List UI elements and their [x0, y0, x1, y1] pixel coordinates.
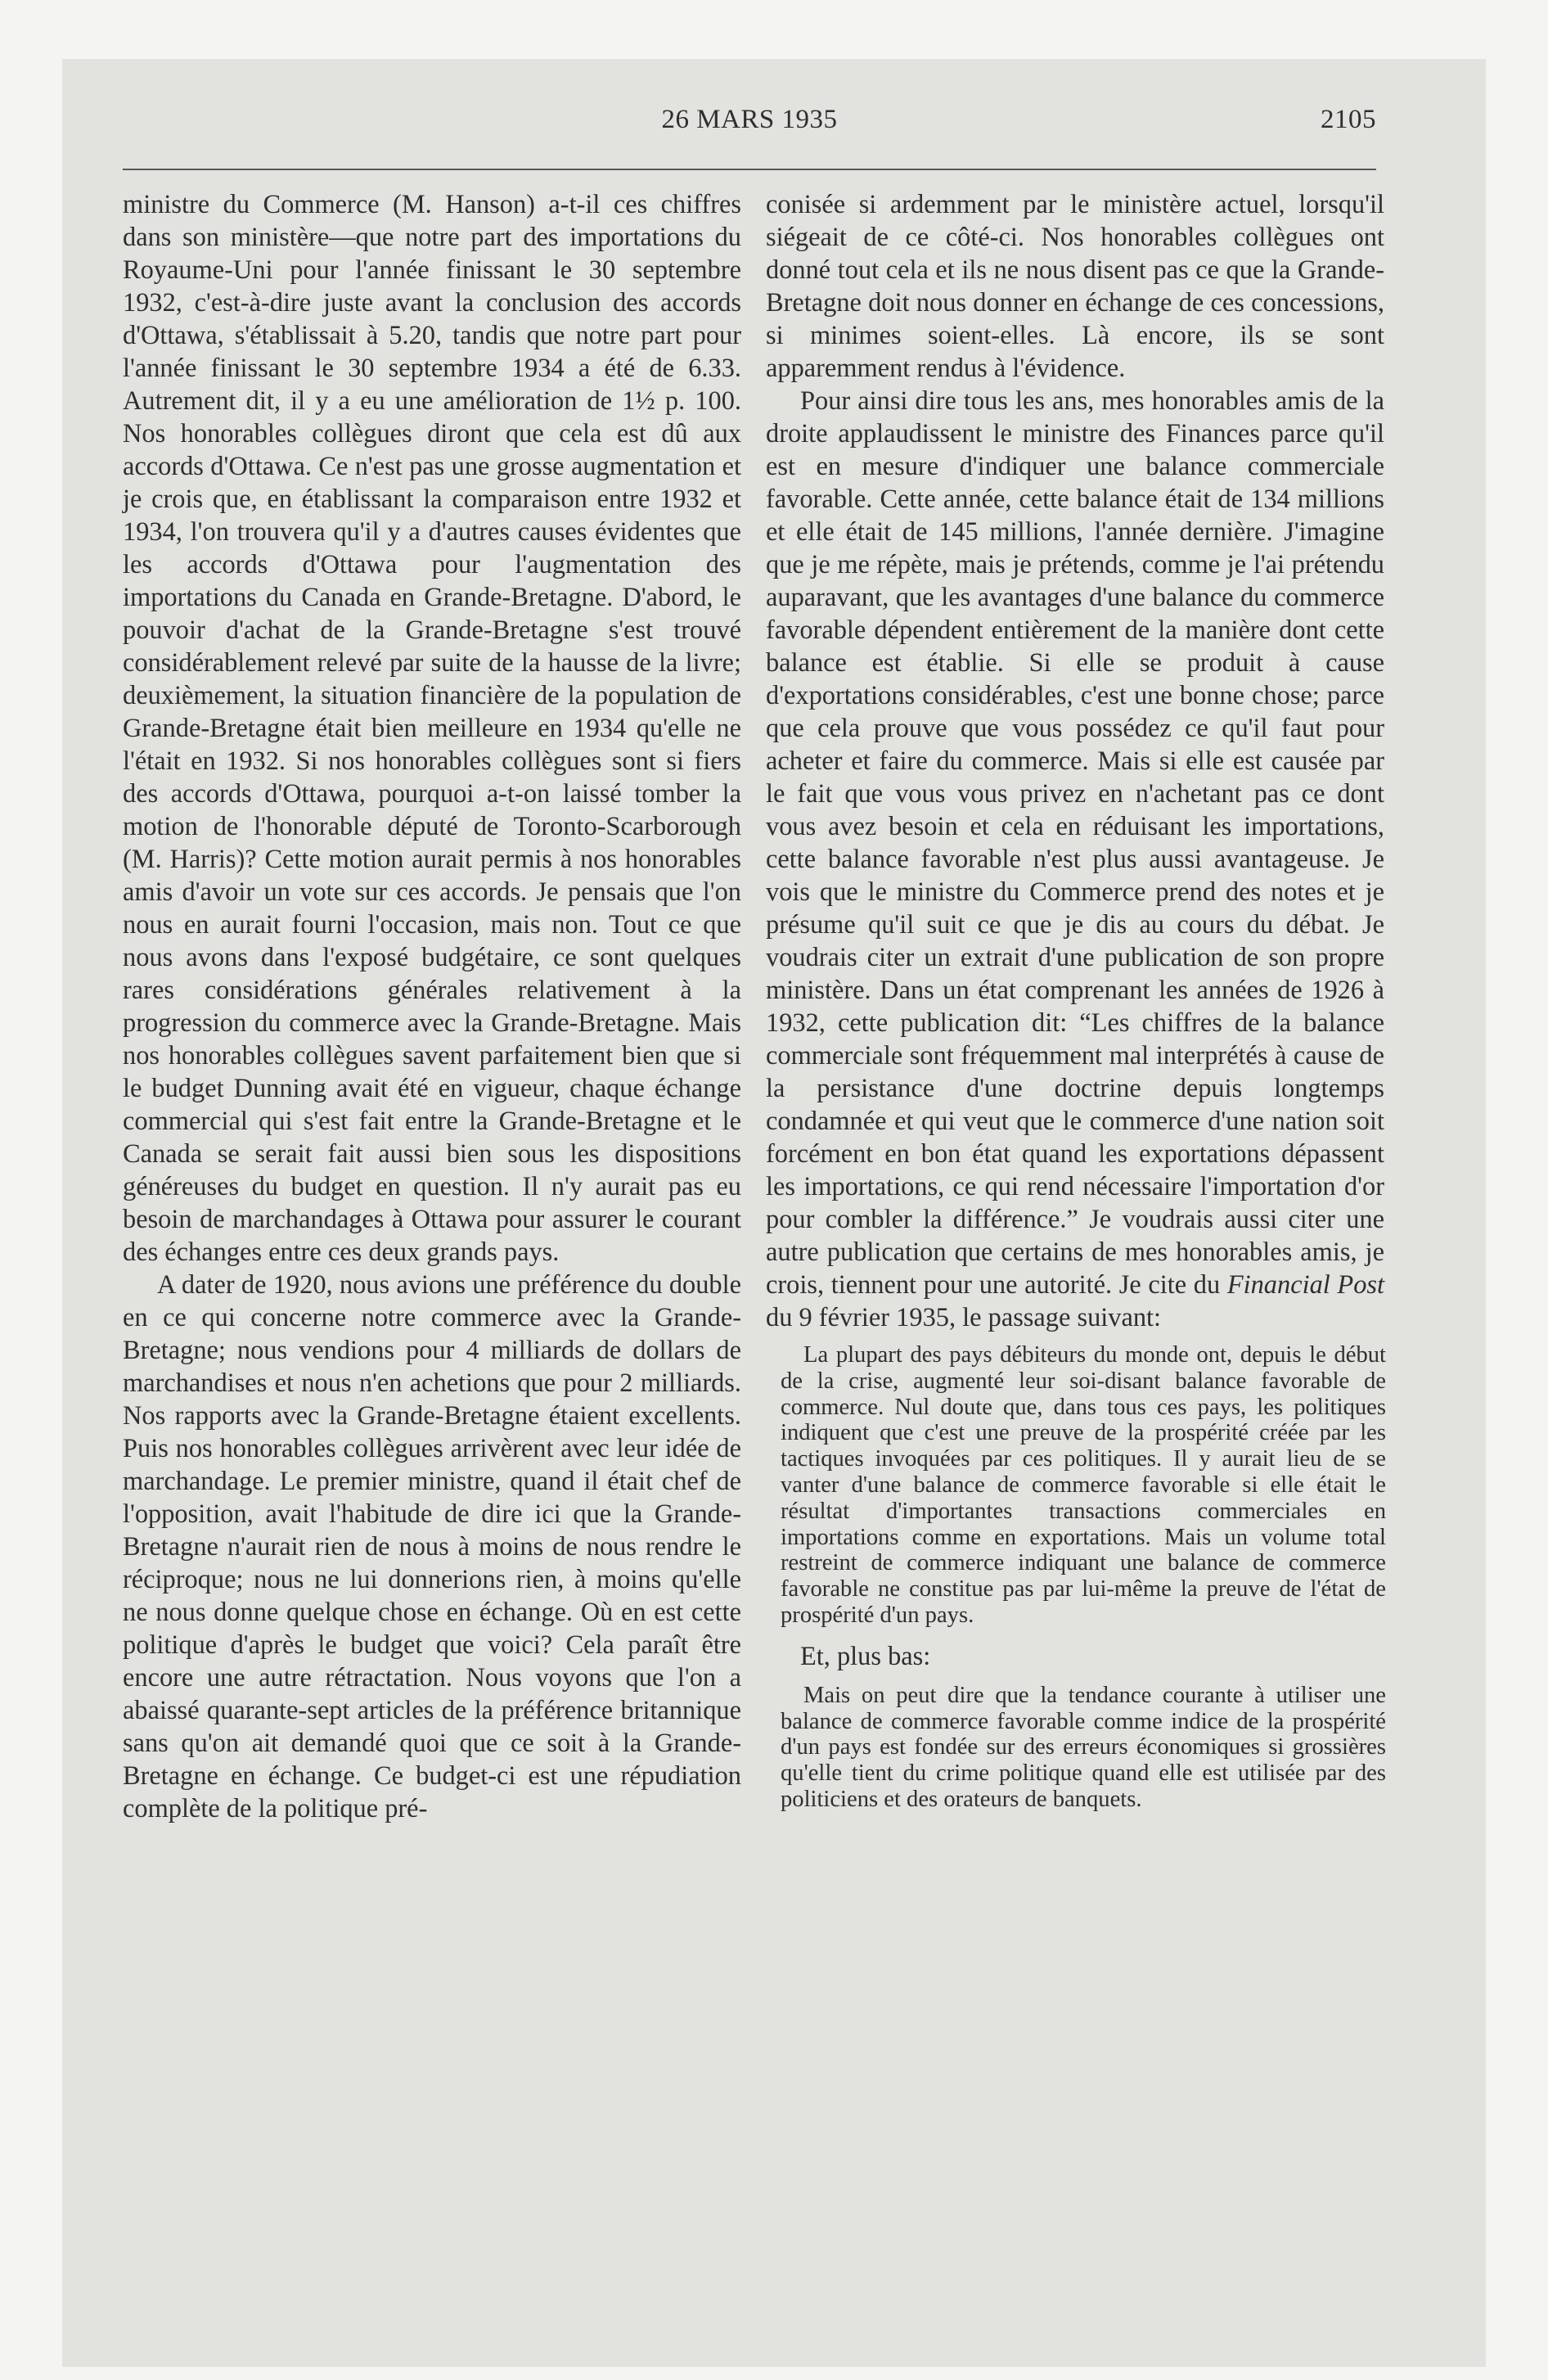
publication-title: Financial Post — [1226, 1270, 1384, 1300]
paragraph: conisée si ardemment par le ministère actuel, lorsqu'il siégeait de ce côté-ci. Nos honorables collègues ont donné tout cela et ils ne nous disent pas ce que la Grande-Bretagne doit nous donner en échange de ces concessions, si minimes soient-elles. Là encore, ils se sont apparemment rendus à l'évidence. — [766, 190, 1384, 383]
left-column — [123, 188, 741, 1825]
page-header — [123, 105, 1376, 146]
paragraph-text: Pour ainsi dire tous les ans, mes honorables amis de la droite applaudissent le ministre des Finances parce qu'il est en mesure d'indiquer une balance commerciale favorable. Cette année, cette balance était de 134 millions et elle était de 145 millions, l'année dernière. J'imagine que je me répète, mais je prétends, comme je l'ai prétendu auparavant, que les avantages d'une balance du commerce favorable dépendent entièrement de la manière dont cette balance est établie. Si elle se produit à cause d'exportations considérables, c'est une bonne chose; parce que cela prouve que vous possédez ce qu'il faut pour acheter et faire du commerce. Mais si elle est causée par le fait que vous vous privez en n'achetant pas ce dont vous avez besoin et cela en réduisant les importations, cette balance favorable n'est plus aussi avantageuse. Je vois que le ministre du Commerce prend des notes et je présume qu'il suit ce que je dis au cours du débat. Je voudrais citer un extrait d'une publication de son propre ministère. Dans un état comprenant les années de 1926 à 1932, cette publication dit: “Les chiffres de la balance commerciale sont fréquemment mal interprétés à cause de la persistance d'une doctrine depuis longtemps condamnée et qui veut que le commerce d'une nation soit forcément en bon état quand les exportations dépassent les importations, ce qui rend nécessaire l'importation d'or pour combler la différence.” Je voudrais aussi citer une autre publication que certains de mes honorables amis, je crois, tiennent pour une autorité. Je cite du — [766, 386, 1384, 1300]
paragraph — [766, 385, 1384, 1334]
page-date: 26 MARS 1935 — [661, 105, 838, 134]
paragraph: ministre du Commerce (M. Hanson) a-t-il ces chiffres dans son ministère—que notre part des importations du Royaume-Uni pour l'année finissant le 30 septembre 1932, c'est-à-dire juste avant la conclusion des accords d'Ottawa, s'établissait à 5.20, tandis que notre part pour l'année finissant le 30 septembre 1934 a été de 6.33. Autrement dit, il y a eu une amélioration de 1½ p. 100. Nos honorables collègues diront que cela est dû aux accords d'Ottawa. Ce n'est pas une grosse augmentation et je crois que, en établissant la comparaison entre 1932 et 1934, l'on trouvera qu'il y a d'autres causes évidentes que les accords d'Ottawa pour l'augmentation des importations du Canada en Grande-Bretagne. D'abord, le pouvoir d'achat de la Grande-Bretagne s'est trouvé considérablement relevé par suite de la hausse de la livre; deuxièmement, la situation financière de la population de Grande-Bretagne était bien meilleure en 1934 qu'elle ne l'était en 1932. Si nos honorables collègues sont si fiers des accords d'Ottawa, pourquoi a-t-on laissé tomber la motion de l'honorable député de Toronto-Scarborough (M. Harris)? Cette motion aurait permis à nos honorables amis d'avoir un vote sur ces accords. Je pensais que l'on nous en aurait fourni l'occasion, mais non. Tout ce que nous avons dans l'exposé budgétaire, ce sont quelques rares considérations générales relativement à la progression du commerce avec la Grande-Bretagne. Mais nos honorables collègues savent parfaitement bien que si le budget Dunning avait été en vigueur, chaque échange commercial qui s'est fait entre la Grande-Bretagne et le Canada se serait fait aussi bien sous les dispositions généreuses du budget en question. Il n'y aurait pas eu besoin de marchandages à Ottawa pour assurer le courant des échanges entre ces deux grands pays. — [123, 190, 741, 1267]
block-quote: Mais on peut dire que la tendance courante à utiliser une balance de commerce favorable comme indice de la prospérité d'un pays est fondée sur des erreurs économiques si grossières qu'elle tient du crime politique quand elle est utilisée par des politiciens et des orateurs de banquets. — [781, 1682, 1386, 1812]
right-column — [766, 188, 1384, 1813]
block-quote: La plupart des pays débiteurs du monde ont, depuis le début de la crise, augmenté leur soi-disant balance favorable de commerce. Nul doute que, dans tous ces pays, les politiques indiquent que c'est une preuve de la prospérité créée par les tactiques invoquées par ces politiques. Il y aurait lieu de se vanter d'une balance de commerce favorable si elle était le résultat d'importantes transactions commerciales en importations comme en exportations. Mais un volume total restreint de commerce indiquant une balance de commerce favorable ne constitue pas par lui-même la preuve de l'état de prospérité d'un pays. — [781, 1342, 1386, 1628]
header-rule — [123, 169, 1376, 170]
page-number: 2105 — [1321, 105, 1376, 134]
paragraph: A dater de 1920, nous avions une préférence du double en ce qui concerne notre commerce avec la Grande-Bretagne; nous vendions pour 4 milliards de dollars de marchandises et nous n'en achetions que pour 2 milliards. Nos rapports avec la Grande-Bretagne étaient excellents. Puis nos honorables collègues arrivèrent avec leur idée de marchandage. Le premier ministre, quand il était chef de l'opposition, avait l'habitude de dire ici que la Grande-Bretagne n'aurait rien de nous à moins de nous rendre le réciproque; nous ne lui donnerions rien, à moins qu'elle ne nous donne quelque chose en échange. Où en est cette politique d'après le budget que voici? Cela paraît être encore une autre rétractation. Nous voyons que l'on a abaissé quarante-sept articles de la préférence britannique sans qu'on ait demandé quoi que ce soit à la Grande-Bretagne en échange. Ce budget-ci est une répudiation complète de la politique pré- — [123, 1270, 741, 1823]
paragraph-text: du 9 février 1935, le passage suivant: — [766, 1303, 1162, 1332]
paragraph: Et, plus bas: — [800, 1641, 931, 1671]
